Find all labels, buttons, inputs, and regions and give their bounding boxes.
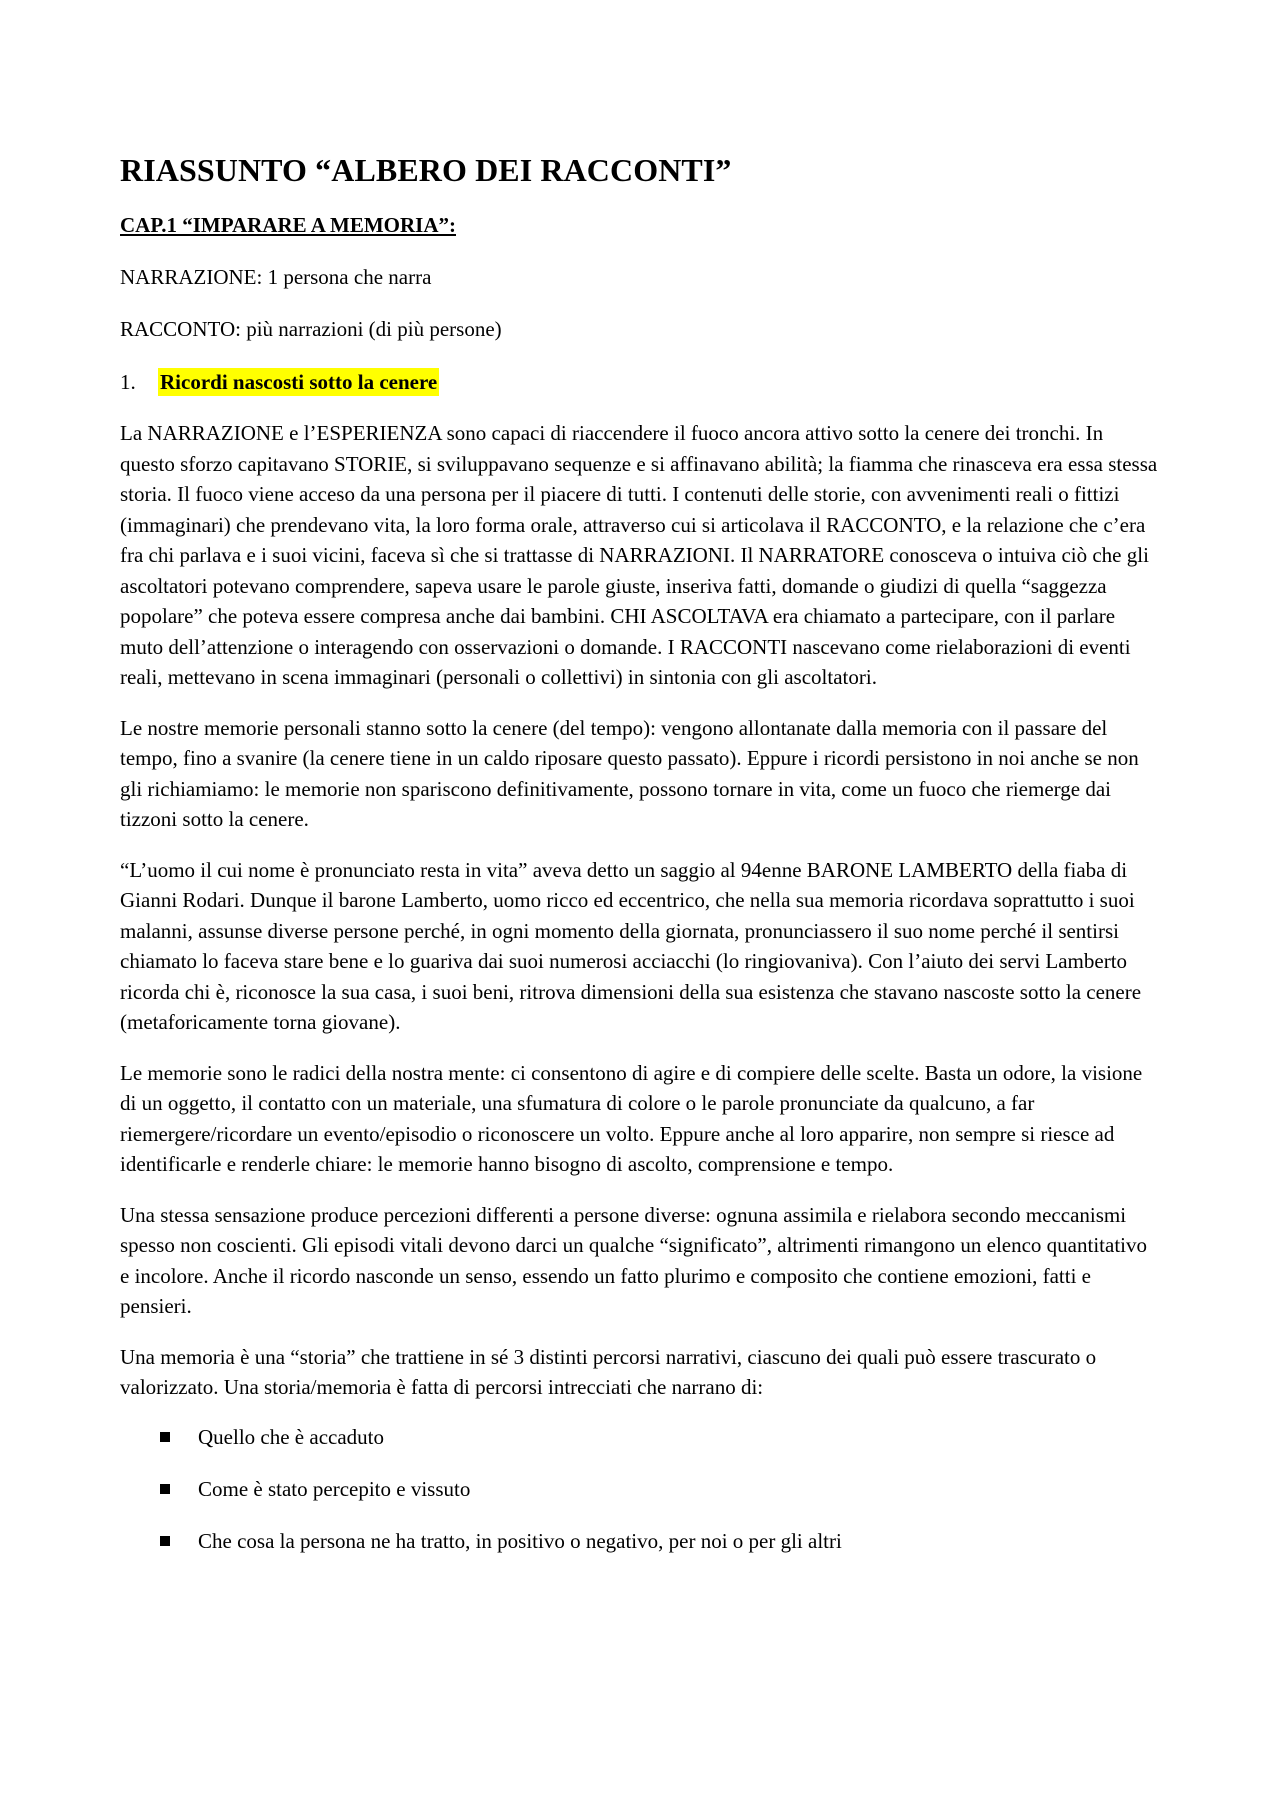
document-title: RIASSUNTO “ALBERO DEI RACCONTI” [120, 152, 732, 188]
paragraph-barone-lamberto: “L’uomo il cui nome è pronunciato resta in vita” aveva detto un saggio al 94enne BARONE LAMBERTO della fiaba di Gianni Rodari. Dunque il barone Lamberto, uomo ricco ed eccentrico, che nella sua memoria ricordava soprattutto i suoi malanni, assunse diverse persone perché, in ogni momento della giornata, pronunciassero il suo nome perché il sentirsi chiamato lo faceva stare bene e lo guariva dai suoi numerosi acciacchi (lo ringiovaniva). Con l’aiuto dei servi Lamberto ricorda chi è, riconosce la sua casa, i suoi beni, ritrova dimensioni della sua esistenza che stavano nascoste sotto la cenere (metaforicamente torna giovane). [120, 857, 1142, 1034]
paragraph-sensazione-percezioni: Una stessa sensazione produce percezioni differenti a persone diverse: ognuna assimila e rielabora secondo meccanismi spesso non coscienti. Gli episodi vitali devono darci un qualche “significato”, altrimenti rimangono un elenco quantitativo e incolore. Anche il ricordo nasconde un senso, essendo un fatto plurimo e composito che contiene emozioni, fatti e pensieri. [120, 1202, 1147, 1318]
square-bullet-icon [160, 1536, 170, 1546]
bullet-list [120, 1423, 1160, 1555]
section-title-highlighted: Ricordi nascosti sotto la cenere [160, 370, 438, 394]
chapter-heading: CAP.1 “IMPARARE A MEMORIA”: [120, 213, 456, 237]
list-item-text: Come è stato percepito e vissuto [198, 1476, 471, 1501]
list-item [120, 1423, 1160, 1451]
square-bullet-icon [160, 1432, 170, 1442]
square-bullet-icon [160, 1484, 170, 1494]
paragraph-memorie-personali: Le nostre memorie personali stanno sotto la cenere (del tempo): vengono allontanate dalla memoria con il passare del tempo, fino a svanire (la cenere tiene in un caldo riposare questo passato). Eppure i ricordi persistono in noi anche se non gli richiamiamo: le memorie non spariscono definitivamente, possono tornare in vita, come un fuoco che riemerge dai tizzoni sotto la cenere. [120, 715, 1139, 831]
section-number: 1. [120, 370, 136, 394]
list-item [120, 1475, 1160, 1503]
list-item-text: Che cosa la persona ne ha tratto, in positivo o negativo, per noi o per gli altri [198, 1528, 842, 1553]
paragraph-radici-mente: Le memorie sono le radici della nostra mente: ci consentono di agire e di compiere delle scelte. Basta un odore, la visione di un oggetto, il contatto con un materiale, una sfumatura di colore o le parole pronunciate da qualcuno, a far riemergere/ricordare un evento/episodio o riconoscere un volto. Eppure anche al loro apparire, non sempre si riesce ad identificarle e renderle chiare: le memorie hanno bisogno di ascolto, comprensione e tempo. [120, 1060, 1143, 1176]
list-item-text: Quello che è accaduto [198, 1424, 384, 1449]
paragraph-memoria-storia: Una memoria è una “storia” che trattiene in sé 3 distinti percorsi narrativi, ciascuno dei quali può essere trascurato o valorizzato. Una storia/memoria è fatta di percorsi intrecciati che narrano di: [120, 1344, 1097, 1399]
list-item [120, 1527, 1160, 1555]
document-page [120, 150, 1160, 1579]
paragraph-narrazione-esperienza: La NARRAZIONE e l’ESPERIENZA sono capaci di riaccendere il fuoco ancora attivo sotto la cenere dei tronchi. In questo sforzo capitavano STORIE, si sviluppavano sequenze e si affinavano abilità; la fiamma che rinasceva era essa stessa storia. Il fuoco viene acceso da una persona per il piacere di tutti. I contenuti delle storie, con avvenimenti reali o fittizi (immaginari) che prendevano vita, la loro forma orale, attraverso cui si articolava il RACCONTO, e la relazione che c’era fra chi parlava e i suoi vicini, faceva sì che si trattasse di NARRAZIONI. Il NARRATORE conosceva o intuiva ciò che gli ascoltatori potevano comprendere, sapeva usare le parole giuste, inseriva fatti, domande o giudizi di quella “saggezza popolare” che poteva essere compresa anche dai bambini. CHI ASCOLTAVA era chiamato a partecipare, con il parlare muto dell’attenzione o interagendo con osservazioni o domande. I RACCONTI nascevano come rielaborazioni di eventi reali, mettevano in scena immaginari (personali o collettivi) in sintonia con gli ascoltatori. [120, 421, 1158, 689]
definition-racconto: RACCONTO: più narrazioni (di più persone) [120, 317, 502, 341]
definition-narrazione: NARRAZIONE: 1 persona che narra [120, 265, 432, 289]
section-heading [120, 368, 1160, 396]
